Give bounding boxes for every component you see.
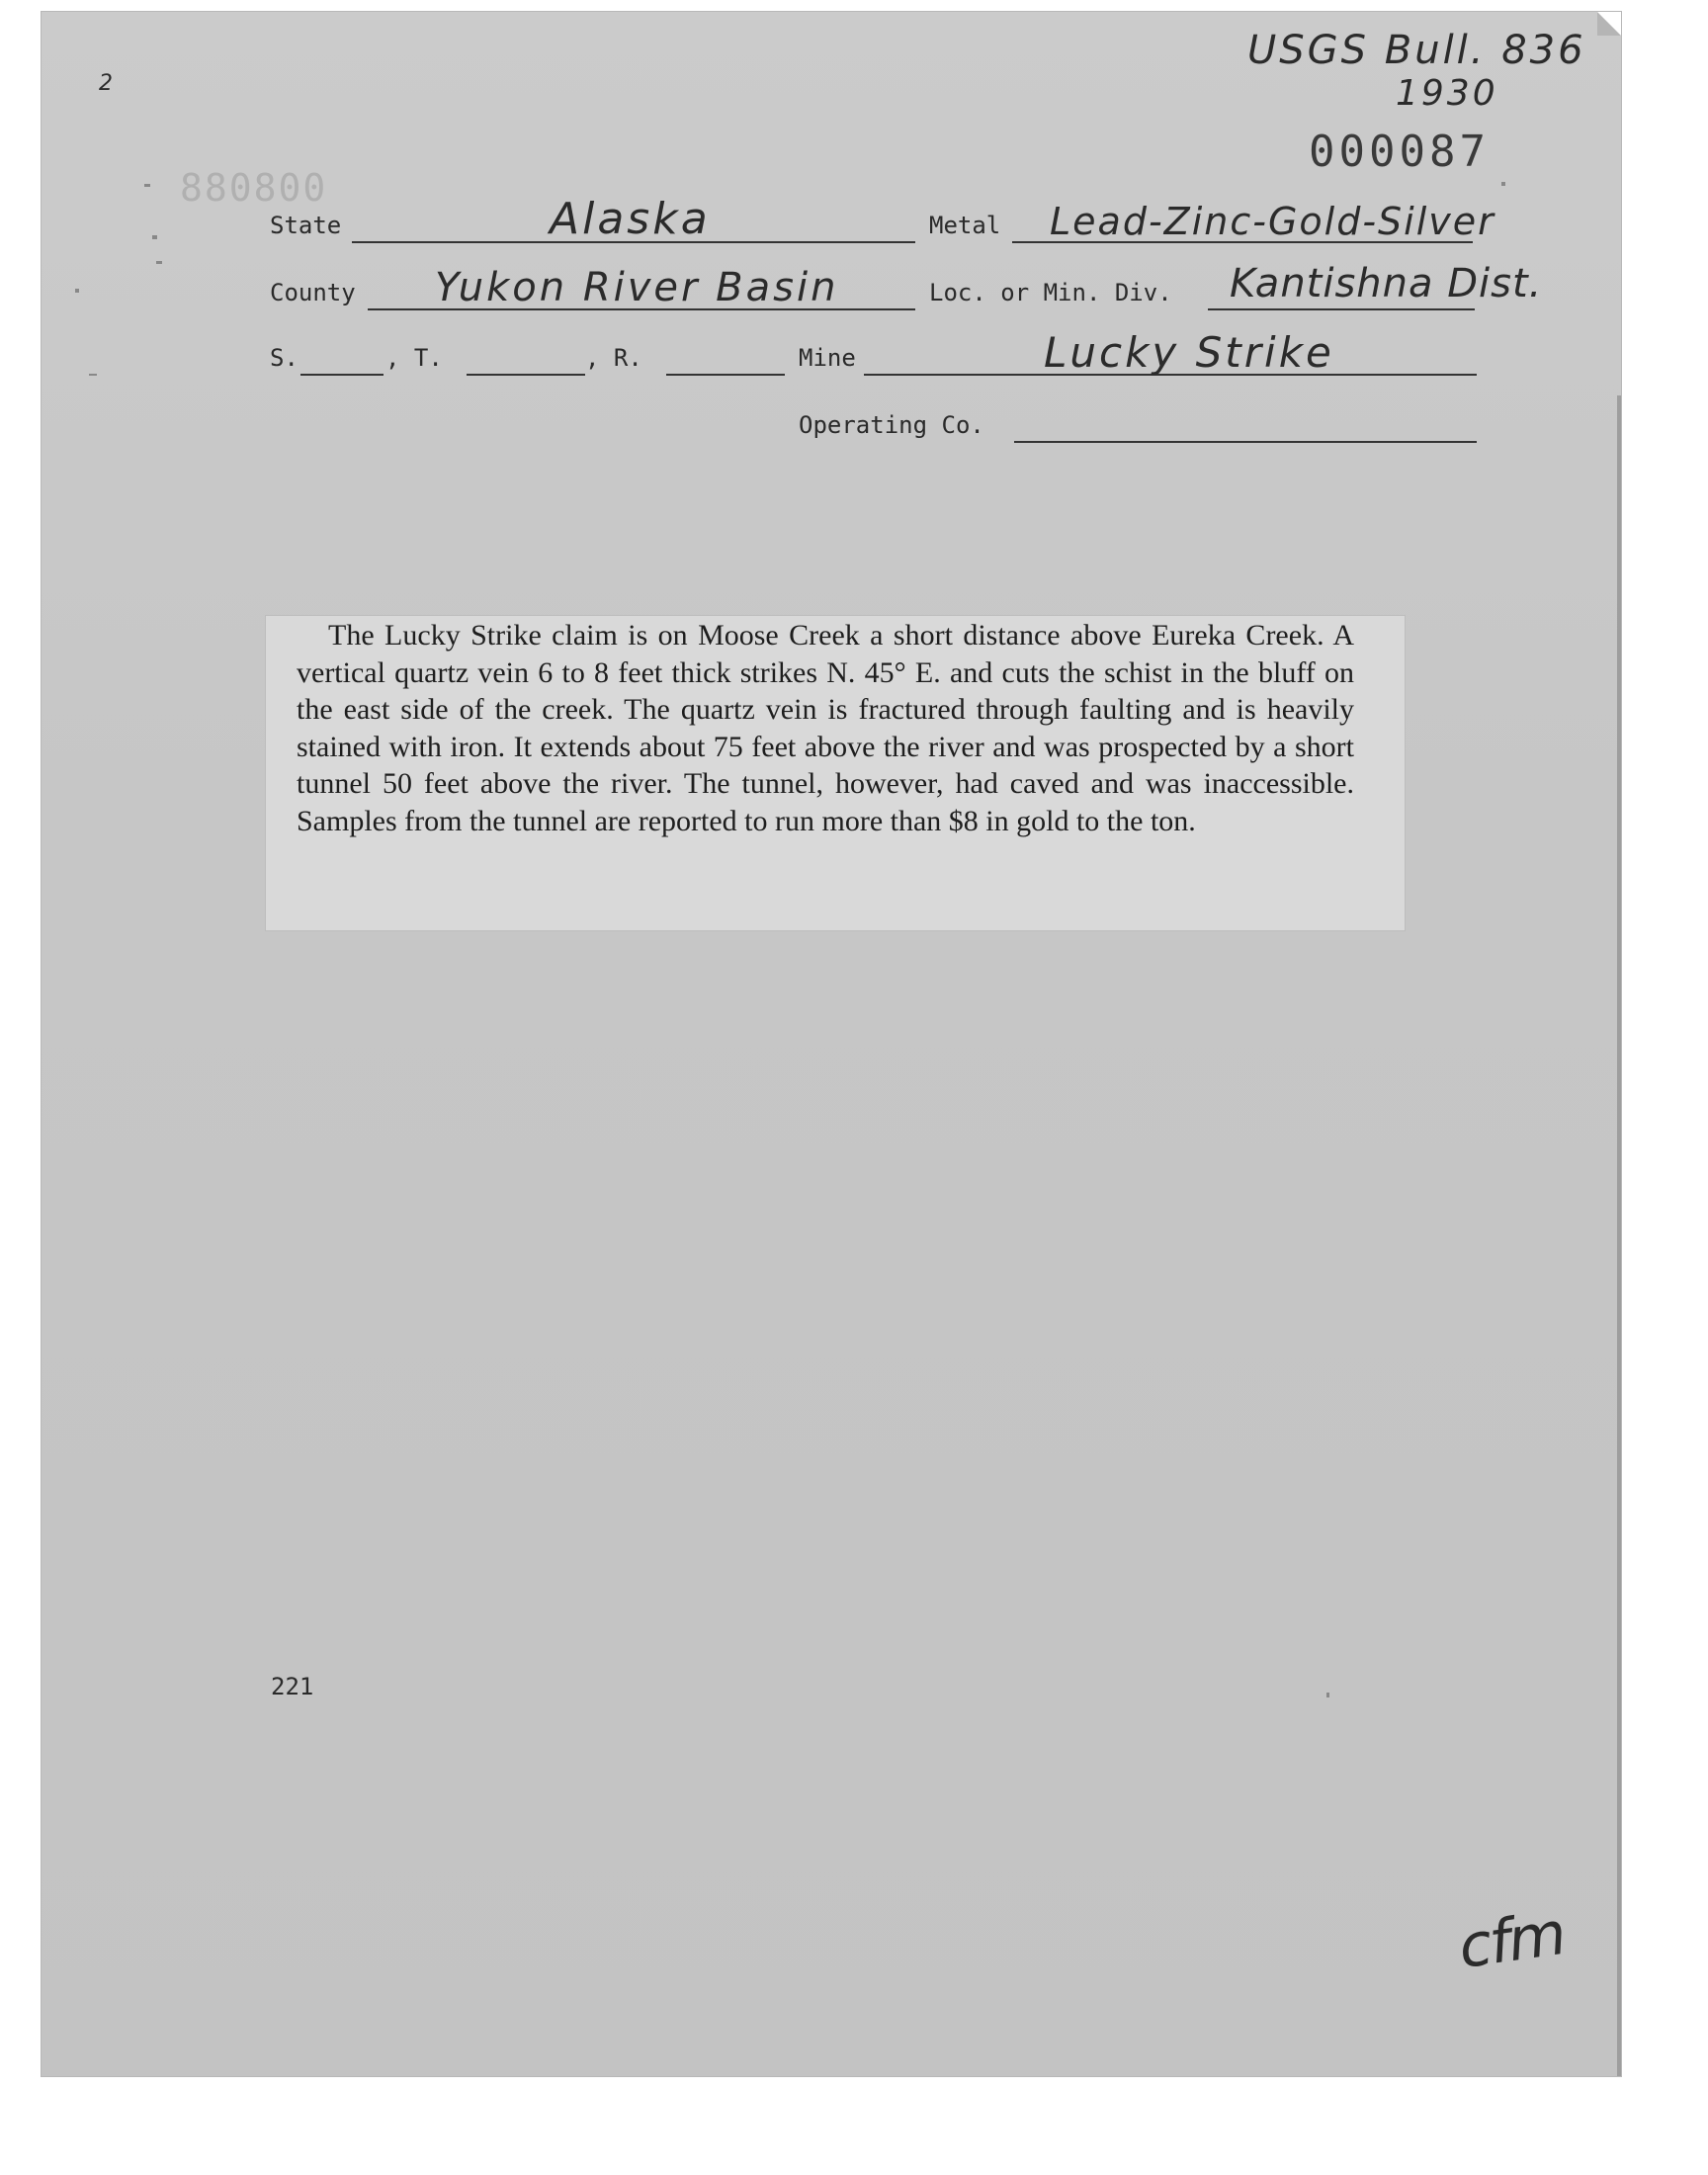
- range-label: , R.: [585, 344, 642, 372]
- scan-speck: [89, 374, 97, 376]
- scan-speck: [1501, 182, 1505, 186]
- operating-co-label: Operating Co.: [799, 411, 984, 439]
- corner-mark: 2: [99, 71, 113, 96]
- mine-value: Lucky Strike: [1044, 328, 1334, 377]
- operating-co-line: [1014, 441, 1477, 443]
- page-number: 221: [271, 1673, 314, 1700]
- source-reference: USGS Bull. 836: [1247, 28, 1586, 73]
- page-edge-shadow: [1617, 395, 1621, 2076]
- document-page: [42, 12, 1621, 2076]
- scan-speck: [1326, 1693, 1329, 1697]
- state-label: State: [270, 212, 342, 239]
- county-value: Yukon River Basin: [435, 265, 839, 310]
- mine-label: Mine: [799, 344, 856, 372]
- scan-speck: [156, 261, 162, 264]
- loc-label: Loc. or Min. Div.: [929, 279, 1172, 306]
- metal-label: Metal: [929, 212, 1001, 239]
- record-number: 000087: [1309, 127, 1490, 177]
- scan-speck: [75, 289, 79, 293]
- township-label: , T.: [385, 344, 443, 372]
- section-line: [300, 374, 384, 376]
- metal-value: Lead-Zinc-Gold-Silver: [1050, 200, 1495, 243]
- corner-fold: [1597, 12, 1621, 36]
- scan-margin: [0, 2116, 1708, 2175]
- initials-signature: cfm: [1454, 1898, 1569, 1983]
- section-label: S.: [270, 344, 299, 372]
- source-year: 1930: [1396, 73, 1498, 114]
- range-line: [666, 374, 785, 376]
- county-label: County: [270, 279, 356, 306]
- loc-value: Kantishna Dist.: [1230, 261, 1543, 306]
- scan-speck: [144, 184, 150, 187]
- clipping-text: The Lucky Strike claim is on Moose Creek a short distance above Eureka Creek. A vertical quartz vein 6 to 8 feet thick strikes N. 45° E. and cuts the schist in the bluff on the east side of the creek. The quartz vein is fractured through faulting and is heavily stained with iron. It extends about 75 feet above the river and was prospected by a short tunnel 50 feet above the river. The tunnel, however, had caved and was inaccessible. Samples from the tunnel are reported to run more than $8 in gold to the ton.: [297, 619, 1354, 837]
- state-value: Alaska: [550, 194, 711, 244]
- loc-line: [1208, 308, 1475, 310]
- faded-stamp-number: 880800: [180, 166, 328, 210]
- scan-speck: [152, 235, 157, 239]
- township-line: [467, 374, 585, 376]
